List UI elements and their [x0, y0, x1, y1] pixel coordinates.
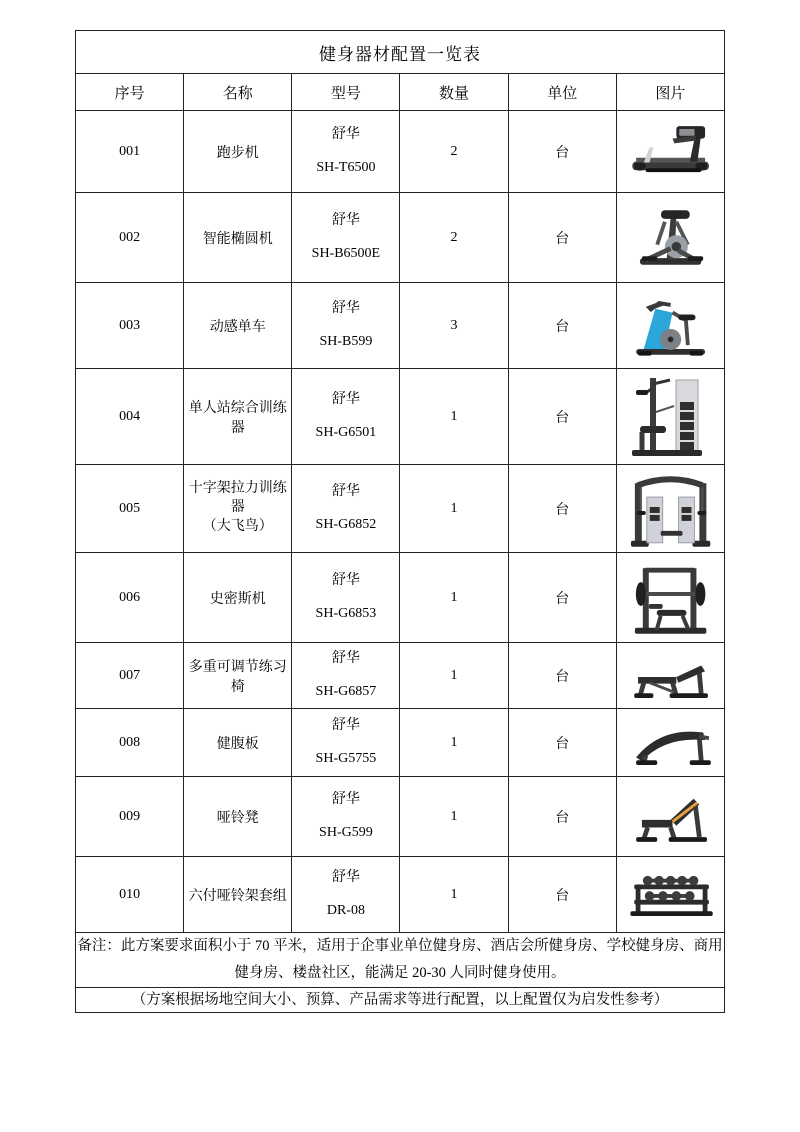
- table-row: [76, 369, 725, 465]
- table-row: [76, 465, 725, 553]
- row-model-code: SH-G6501: [315, 424, 377, 440]
- row-no: 008: [76, 709, 184, 777]
- adjustable-bench-icon: [617, 649, 724, 703]
- row-model-code: SH-G599: [319, 824, 373, 840]
- elliptical-trainer-icon: [617, 199, 724, 277]
- ab-board-icon: [617, 716, 724, 770]
- row-model: [292, 111, 400, 193]
- table-row: [76, 709, 725, 777]
- cable-crossover-icon: [617, 467, 724, 551]
- column-header-qty: 数量: [400, 74, 508, 111]
- row-image: [616, 369, 724, 465]
- row-qty: 1: [400, 857, 508, 933]
- row-image: [616, 777, 724, 857]
- row-no: 009: [76, 777, 184, 857]
- table-row: [76, 111, 725, 193]
- row-name-line2: （大飞鸟）: [202, 518, 273, 534]
- row-image: [616, 283, 724, 369]
- note-label: 备注：: [77, 938, 121, 954]
- spin-bike-icon: [617, 288, 724, 364]
- note-secondary-text: （方案根据场地空间大小、预算、产品需求等进行配置，以上配置仅为启发性参考）: [76, 987, 725, 1013]
- row-model-code: SH-B6500E: [311, 245, 381, 261]
- dumbbell-bench-icon: [617, 786, 724, 848]
- multi-gym-icon: [617, 372, 724, 462]
- row-model-brand: 舒华: [331, 573, 360, 589]
- row-name-line1: 十字架拉力训练器: [188, 481, 287, 516]
- row-name: 动感单车: [184, 283, 292, 369]
- row-model-brand: 舒华: [331, 792, 360, 808]
- row-no: 005: [76, 465, 184, 553]
- row-name: 跑步机: [184, 111, 292, 193]
- row-unit: 台: [508, 553, 616, 643]
- equipment-table: [75, 30, 725, 1013]
- treadmill-icon: [617, 117, 724, 187]
- page-title: 健身器材配置一览表: [76, 31, 725, 74]
- row-model-brand: 舒华: [331, 651, 360, 667]
- row-model: [292, 283, 400, 369]
- row-model: [292, 777, 400, 857]
- row-image: [616, 553, 724, 643]
- row-unit: 台: [508, 369, 616, 465]
- row-model-brand: 舒华: [331, 127, 360, 143]
- table-row: [76, 777, 725, 857]
- table-row: [76, 193, 725, 283]
- row-image: [616, 709, 724, 777]
- row-image: [616, 465, 724, 553]
- dumbbell-rack-icon: [617, 866, 724, 924]
- row-model-code: SH-G6853: [315, 605, 377, 621]
- row-qty: 1: [400, 777, 508, 857]
- row-model: [292, 709, 400, 777]
- smith-machine-icon: [617, 558, 724, 638]
- row-model-brand: 舒华: [331, 484, 360, 500]
- row-no: 001: [76, 111, 184, 193]
- table-row: [76, 553, 725, 643]
- row-name: [184, 465, 292, 553]
- row-model-brand: 舒华: [331, 301, 360, 317]
- row-no: 006: [76, 553, 184, 643]
- row-model: [292, 857, 400, 933]
- column-header-unit: 单位: [508, 74, 616, 111]
- row-name: 六付哑铃架套组: [184, 857, 292, 933]
- row-model-brand: 舒华: [331, 870, 360, 886]
- row-name: 单人站综合训练器: [184, 369, 292, 465]
- row-qty: 1: [400, 369, 508, 465]
- row-name: 健腹板: [184, 709, 292, 777]
- row-model-brand: 舒华: [331, 718, 360, 734]
- note-text: [76, 933, 725, 988]
- table-header-row: [76, 74, 725, 111]
- table-title-row: [76, 31, 725, 74]
- row-qty: 1: [400, 553, 508, 643]
- row-no: 007: [76, 643, 184, 709]
- row-model: [292, 369, 400, 465]
- row-unit: 台: [508, 709, 616, 777]
- row-qty: 1: [400, 465, 508, 553]
- row-qty: 1: [400, 709, 508, 777]
- row-model: [292, 193, 400, 283]
- note-row-secondary: [76, 987, 725, 1013]
- row-image: [616, 111, 724, 193]
- row-name: 哑铃凳: [184, 777, 292, 857]
- row-model: [292, 465, 400, 553]
- row-no: 010: [76, 857, 184, 933]
- row-unit: 台: [508, 643, 616, 709]
- row-model-code: SH-G6852: [315, 516, 377, 532]
- row-name: 史密斯机: [184, 553, 292, 643]
- row-model-code: SH-G6857: [315, 683, 377, 699]
- row-model: [292, 643, 400, 709]
- table-row: [76, 857, 725, 933]
- note-body: 此方案要求面积小于 70 平米，适用于企事业单位健身房、酒店会所健身房、学校健身房、商用健身房、楼盘社区，能满足 20-30 人同时健身使用。: [120, 938, 723, 981]
- row-unit: 台: [508, 193, 616, 283]
- row-no: 002: [76, 193, 184, 283]
- row-model-code: SH-G5755: [315, 750, 377, 766]
- row-qty: 1: [400, 643, 508, 709]
- row-model-brand: 舒华: [331, 392, 360, 408]
- row-name: 智能椭圆机: [184, 193, 292, 283]
- row-model: [292, 553, 400, 643]
- table-row: [76, 643, 725, 709]
- note-row: [76, 933, 725, 988]
- column-header-no: 序号: [76, 74, 184, 111]
- row-name: 多重可调节练习椅: [184, 643, 292, 709]
- row-no: 004: [76, 369, 184, 465]
- row-model-code: SH-T6500: [316, 159, 376, 175]
- row-image: [616, 193, 724, 283]
- row-model-code: DR-08: [326, 902, 365, 918]
- row-image: [616, 643, 724, 709]
- row-unit: 台: [508, 283, 616, 369]
- column-header-name: 名称: [184, 74, 292, 111]
- row-model-brand: 舒华: [331, 213, 360, 229]
- row-unit: 台: [508, 111, 616, 193]
- row-no: 003: [76, 283, 184, 369]
- row-unit: 台: [508, 857, 616, 933]
- row-unit: 台: [508, 777, 616, 857]
- row-qty: 2: [400, 111, 508, 193]
- row-unit: 台: [508, 465, 616, 553]
- row-qty: 3: [400, 283, 508, 369]
- table-row: [76, 283, 725, 369]
- row-image: [616, 857, 724, 933]
- row-model-code: SH-B599: [319, 333, 373, 349]
- column-header-model: 型号: [292, 74, 400, 111]
- row-qty: 2: [400, 193, 508, 283]
- column-header-image: 图片: [616, 74, 724, 111]
